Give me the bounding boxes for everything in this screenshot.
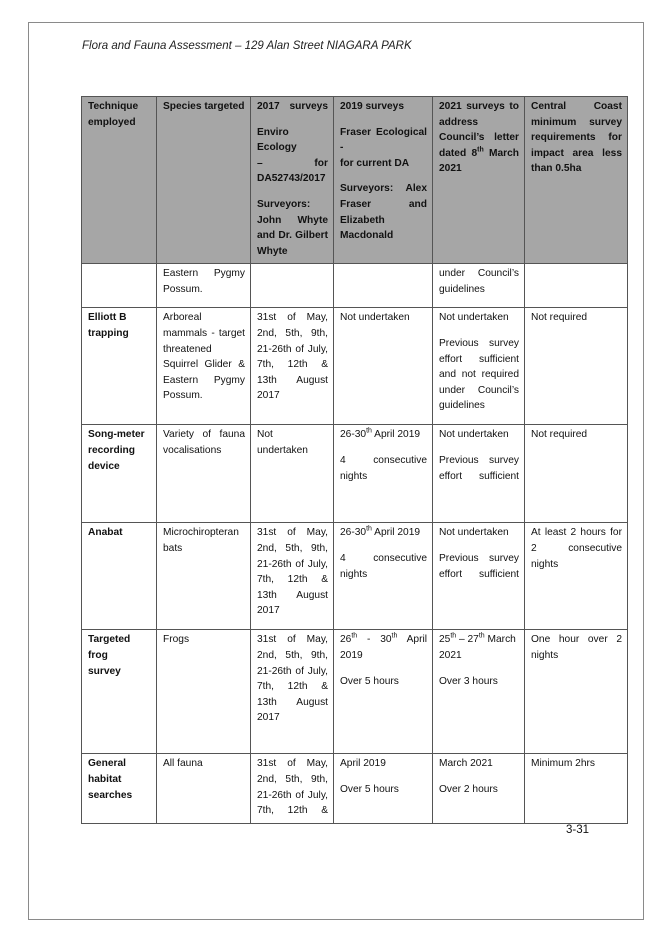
cell-technique: Song-meter recording device (82, 425, 157, 523)
table-row-frog-survey (82, 630, 628, 754)
cell-technique: Anabat (82, 523, 157, 630)
cell-2017 (251, 264, 334, 308)
cell-2019: Not undertaken (334, 308, 433, 425)
cell-2021: March 2021 Over 2 hours (433, 754, 525, 823)
cell-species: Eastern Pygmy Possum. (157, 264, 251, 308)
cell-2021: under Council’s guidelines (433, 264, 525, 308)
cell-2017: 31st of May, 2nd, 5th, 9th, 21-26th of July, 7th, 12th & (251, 754, 334, 823)
cell-species: Variety of fauna vocalisations (157, 425, 251, 523)
header-2021-surveys: 2021 surveys to address Council’s letter dated 8th March 2021 (433, 97, 525, 264)
cell-species: Arboreal mammals - target threatened Squirrel Glider & Eastern Pygmy Possum. (157, 308, 251, 425)
page-number: 3-31 (566, 824, 590, 836)
table-row-habitat-searches (82, 754, 628, 823)
cell-species: Microchiropteran bats (157, 523, 251, 630)
cell-central-coast: At least 2 hours for 2 consecutive nights (525, 523, 628, 630)
cell-technique: Targeted frog survey (82, 630, 157, 754)
cell-2021: 25th – 27th March 2021 Over 3 hours (433, 630, 525, 754)
table-row-anabat (82, 523, 628, 630)
cell-central-coast: Not required (525, 308, 628, 425)
cell-central-coast: One hour over 2 nights (525, 630, 628, 754)
table-row-song-meter (82, 425, 628, 523)
header-technique: Technique employed (82, 97, 157, 264)
table-row-elliott-trapping (82, 308, 628, 425)
table-row-continued (82, 264, 628, 308)
cell-2019 (334, 264, 433, 308)
cell-technique (82, 264, 157, 308)
header-central-coast-requirements: Central Coast minimum survey requirements for impact area less than 0.5ha (525, 97, 628, 264)
cell-2021: Not undertaken Previous survey effort sufficient and not required under Council’s guidelines (433, 308, 525, 425)
header-species: Species targeted (157, 97, 251, 264)
cell-2019: 26-30th April 2019 4 consecutive nights (334, 425, 433, 523)
page-header: Flora and Fauna Assessment – 129 Alan Street NIAGARA PARK (82, 40, 412, 52)
cell-technique: Elliott B trapping (82, 308, 157, 425)
survey-methods-table (81, 96, 628, 824)
table-header-row (82, 97, 628, 264)
cell-central-coast (525, 264, 628, 308)
cell-2017: Not undertaken (251, 425, 334, 523)
cell-2017: 31st of May, 2nd, 5th, 9th, 21-26th of July, 7th, 12th & 13th August 2017 (251, 630, 334, 754)
cell-central-coast: Minimum 2hrs (525, 754, 628, 823)
header-2019-surveys: 2019 surveys Fraser Ecological - for current DA Surveyors: Alex Fraser and Elizabeth Macdonald (334, 97, 433, 264)
cell-2017: 31st of May, 2nd, 5th, 9th, 21-26th of July, 7th, 12th & 13th August 2017 (251, 308, 334, 425)
cell-2021: Not undertaken Previous survey effort sufficient (433, 425, 525, 523)
cell-central-coast: Not required (525, 425, 628, 523)
cell-species: Frogs (157, 630, 251, 754)
cell-2019: 26-30th April 2019 4 consecutive nights (334, 523, 433, 630)
cell-technique: General habitat searches (82, 754, 157, 823)
header-2017-surveys: 2017 surveys Enviro Ecology – for DA52743/2017 Surveyors: John Whyte and Dr. Gilbert Whyte (251, 97, 334, 264)
cell-species: All fauna (157, 754, 251, 823)
cell-2019: 26th - 30th April 2019 Over 5 hours (334, 630, 433, 754)
cell-2019: April 2019 Over 5 hours (334, 754, 433, 823)
cell-2017: 31st of May, 2nd, 5th, 9th, 21-26th of July, 7th, 12th & 13th August 2017 (251, 523, 334, 630)
cell-2021: Not undertaken Previous survey effort sufficient (433, 523, 525, 630)
